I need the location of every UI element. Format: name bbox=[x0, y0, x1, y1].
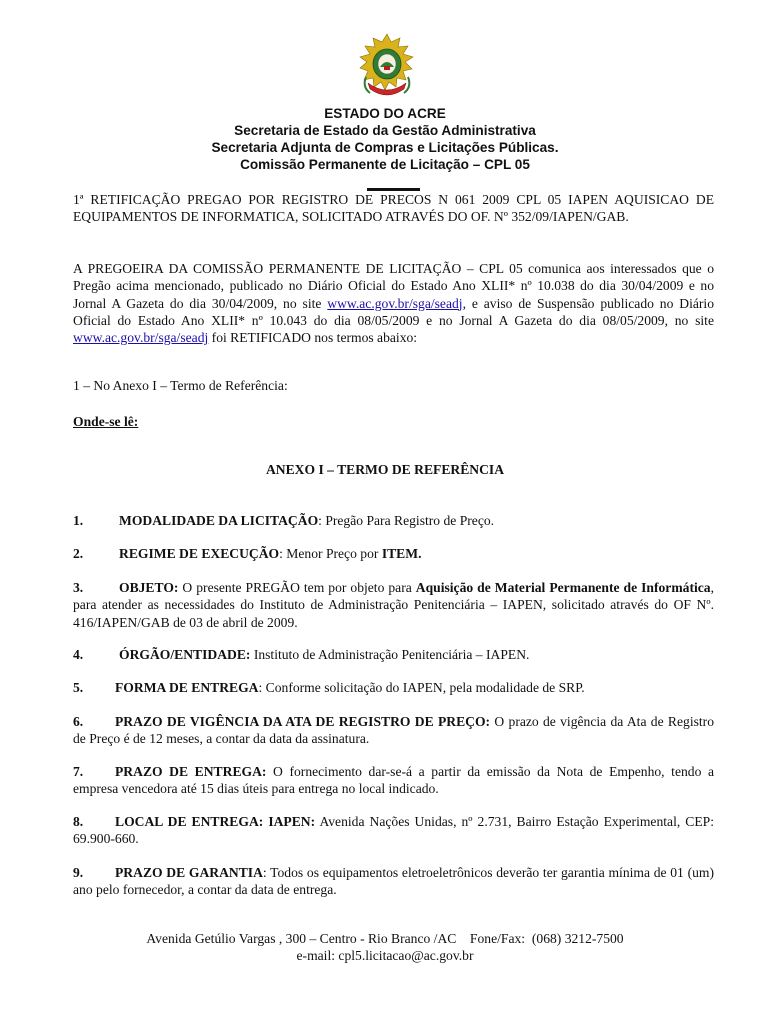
item-label: ÓRGÃO/ENTIDADE: bbox=[119, 647, 251, 662]
site-link-2[interactable]: www.ac.gov.br/sga/seadj bbox=[73, 330, 209, 346]
header-state: ESTADO DO ACRE bbox=[324, 106, 446, 121]
item-text: : Conforme solicitação do IAPEN, pela modalidade de SRP. bbox=[258, 680, 585, 695]
item-number: 6. bbox=[73, 714, 84, 729]
item-label: MODALIDADE DA LICITAÇÃO bbox=[119, 513, 319, 528]
item-label: OBJETO: bbox=[119, 580, 179, 595]
item-text: Instituto de Administração Penitenciária – IAPEN. bbox=[250, 647, 530, 662]
header-secretaria: Secretaria de Estado da Gestão Administrativa bbox=[234, 123, 536, 138]
item-number: 2. bbox=[73, 546, 84, 561]
state-coat-of-arms-icon bbox=[358, 33, 416, 103]
item-text: : Pregão Para Registro de Preço. bbox=[318, 513, 495, 528]
annex-title: ANEXO I – TERMO DE REFERÊNCIA bbox=[265, 462, 505, 477]
item-text: : Todos os equipamentos eletroeletrônicos deverão ter garantia mínima de 01 (um) ano pelo fornecedor, a contar da data de entrega. bbox=[73, 865, 714, 898]
item-prazo-vigencia bbox=[73, 713, 714, 748]
site-link-1[interactable]: www.ac.gov.br/sga/seadj bbox=[327, 295, 463, 311]
comunica-text-a: A PREGOEIRA DA COMISSÃO PERMANENTE DE LICITAÇÃO – CPL 05 comunica aos interessados que o Pregão acima mencionado, publicado no Diário Oficial do Estado Ano XLII* nº 10.038 do dia 30/04/2009 e no Jornal A Gazeta do dia 30/04/2009, no site bbox=[73, 261, 714, 311]
item-text-bold: ITEM. bbox=[381, 546, 422, 561]
item-text: Avenida Nações Unidas, nº 2.731, Bairro Estação Experimental, CEP: 69.900-660. bbox=[73, 814, 714, 847]
item-text-bold: Aquisição de Material Permanente de Informática bbox=[415, 580, 711, 595]
item-number: 3. bbox=[73, 580, 84, 595]
item-local-entrega bbox=[73, 813, 714, 848]
onde-se-le-label: Onde-se lê: bbox=[73, 414, 139, 429]
comunica-text-b: , e aviso de Suspensão publicado no Diário Oficial do Estado Ano XLII* nº 10.043 do dia 08/05/2009 e no Jornal A Gazeta do dia 08/05/2009, no site bbox=[73, 295, 714, 328]
document-header bbox=[0, 105, 770, 173]
item-number: 4. bbox=[73, 647, 84, 662]
comunica-paragraph bbox=[73, 260, 714, 346]
item-number: 5. bbox=[73, 680, 84, 695]
item-number: 9. bbox=[73, 865, 84, 880]
retificacao-paragraph: 1ª RETIFICAÇÃO PREGAO POR REGISTRO DE PRECOS N 061 2009 CPL 05 IAPEN AQUISICAO DE EQUIPAMENTOS DE INFORMATICA, SOLICITADO ATRAVÉS DO OF. Nº 352/09/IAPEN/GAB. bbox=[73, 192, 714, 225]
item-label: PRAZO DE VIGÊNCIA DA ATA DE REGISTRO DE PREÇO: bbox=[115, 714, 491, 729]
comunica-text-c: foi RETIFICADO nos termos abaixo: bbox=[208, 330, 418, 346]
onde-se-le bbox=[73, 413, 714, 430]
item-objeto bbox=[73, 579, 714, 631]
anexo-item-line: 1 – No Anexo I – Termo de Referência: bbox=[73, 378, 288, 393]
item-modalidade bbox=[73, 512, 714, 529]
item-label: LOCAL DE ENTREGA: IAPEN: bbox=[115, 814, 316, 829]
item-forma-entrega bbox=[73, 679, 714, 696]
footer-address: Avenida Getúlio Vargas , 300 – Centro - Rio Branco /AC Fone/Fax: (068) 3212-7500 bbox=[146, 931, 624, 946]
item-prazo-garantia bbox=[73, 864, 714, 899]
item-label: PRAZO DE ENTREGA: bbox=[115, 764, 267, 779]
item-prazo-entrega bbox=[73, 763, 714, 798]
item-label: PRAZO DE GARANTIA bbox=[115, 865, 263, 880]
footer-email: e-mail: cpl5.licitacao@ac.gov.br bbox=[296, 948, 474, 963]
item-text: : Menor Preço por bbox=[279, 546, 382, 561]
header-comissao: Comissão Permanente de Licitação – CPL 05 bbox=[240, 157, 530, 172]
item-number: 7. bbox=[73, 764, 84, 779]
item-text-cont: , para atender as necessidades do Instituto de Administração Penitenciária – IAPEN, solicitado através do OF Nº. 416/IAPEN/GAB de 03 de abril de 2009. bbox=[73, 580, 714, 630]
item-text: O presente PREGÃO tem por objeto para bbox=[178, 580, 416, 595]
item-text: O fornecimento dar-se-á a partir da emissão da Nota de Empenho, tendo a empresa vencedora até 15 dias úteis para entrega no local indicado. bbox=[73, 764, 715, 797]
item-regime bbox=[73, 545, 714, 562]
header-secretaria-adjunta: Secretaria Adjunta de Compras e Licitações Públicas. bbox=[211, 140, 559, 155]
item-number: 8. bbox=[73, 814, 84, 829]
item-label: REGIME DE EXECUÇÃO bbox=[119, 546, 280, 561]
item-label: FORMA DE ENTREGA bbox=[115, 680, 259, 695]
footer bbox=[0, 930, 770, 964]
item-number: 1. bbox=[73, 513, 84, 528]
item-orgao bbox=[73, 646, 714, 663]
item-text: O prazo de vigência da Ata de Registro de Preço é de 12 meses, a contar da data da assinatura. bbox=[73, 714, 714, 747]
